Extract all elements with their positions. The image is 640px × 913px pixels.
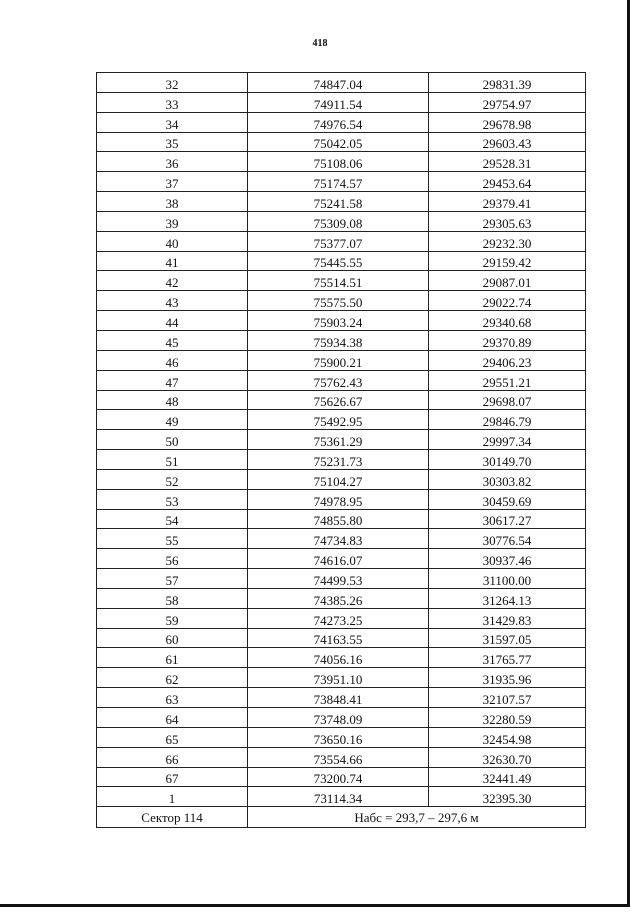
- point-number: 41: [97, 251, 248, 271]
- x-coordinate: 75174.57: [248, 172, 429, 192]
- x-coordinate: 75108.06: [248, 152, 429, 172]
- x-coordinate: 75934.38: [248, 330, 429, 350]
- point-number: 46: [97, 350, 248, 370]
- x-coordinate: 75231.73: [248, 450, 429, 470]
- point-number: 64: [97, 708, 248, 728]
- table-row: [97, 172, 586, 192]
- x-coordinate: 74163.55: [248, 628, 429, 648]
- table-row: [97, 747, 586, 767]
- table-row: [97, 450, 586, 470]
- point-number: 45: [97, 330, 248, 350]
- point-number: 47: [97, 370, 248, 390]
- x-coordinate: 74847.04: [248, 73, 429, 93]
- point-number: 32: [97, 73, 248, 93]
- table-row: [97, 509, 586, 529]
- point-number: 1: [97, 787, 248, 807]
- point-number: 55: [97, 529, 248, 549]
- y-coordinate: 32630.70: [429, 747, 586, 767]
- table-row: [97, 390, 586, 410]
- x-coordinate: 75762.43: [248, 370, 429, 390]
- point-number: 40: [97, 231, 248, 251]
- point-number: 43: [97, 291, 248, 311]
- point-number: 42: [97, 271, 248, 291]
- y-coordinate: 31429.83: [429, 608, 586, 628]
- y-coordinate: 29370.89: [429, 330, 586, 350]
- table-row: [97, 231, 586, 251]
- x-coordinate: 75626.67: [248, 390, 429, 410]
- x-coordinate: 75903.24: [248, 311, 429, 331]
- point-number: 39: [97, 211, 248, 231]
- point-number: 58: [97, 588, 248, 608]
- y-coordinate: 32107.57: [429, 688, 586, 708]
- x-coordinate: 74911.54: [248, 92, 429, 112]
- x-coordinate: 74855.80: [248, 509, 429, 529]
- y-coordinate: 32454.98: [429, 727, 586, 747]
- y-coordinate: 30303.82: [429, 469, 586, 489]
- y-coordinate: 29406.23: [429, 350, 586, 370]
- x-coordinate: 73951.10: [248, 668, 429, 688]
- x-coordinate: 74385.26: [248, 588, 429, 608]
- point-number: 56: [97, 549, 248, 569]
- table-row: [97, 192, 586, 212]
- table-row: [97, 489, 586, 509]
- table-row: [97, 330, 586, 350]
- x-coordinate: 75104.27: [248, 469, 429, 489]
- x-coordinate: 75445.55: [248, 251, 429, 271]
- y-coordinate: 29087.01: [429, 271, 586, 291]
- x-coordinate: 73650.16: [248, 727, 429, 747]
- table-row: [97, 370, 586, 390]
- x-coordinate: 73748.09: [248, 708, 429, 728]
- height-range: Набс = 293,7 – 297,6 м: [248, 807, 586, 828]
- x-coordinate: 73200.74: [248, 767, 429, 787]
- y-coordinate: 31100.00: [429, 569, 586, 589]
- point-number: 33: [97, 92, 248, 112]
- table-row: [97, 628, 586, 648]
- x-coordinate: 75377.07: [248, 231, 429, 251]
- table-row: [97, 708, 586, 728]
- y-coordinate: 32395.30: [429, 787, 586, 807]
- y-coordinate: 29603.43: [429, 132, 586, 152]
- x-coordinate: 73114.34: [248, 787, 429, 807]
- y-coordinate: 29831.39: [429, 73, 586, 93]
- y-coordinate: 29678.98: [429, 112, 586, 132]
- y-coordinate: 30776.54: [429, 529, 586, 549]
- y-coordinate: 29846.79: [429, 410, 586, 430]
- table-row: [97, 727, 586, 747]
- point-number: 62: [97, 668, 248, 688]
- table-row: [97, 112, 586, 132]
- y-coordinate: 29551.21: [429, 370, 586, 390]
- y-coordinate: 29453.64: [429, 172, 586, 192]
- x-coordinate: 75575.50: [248, 291, 429, 311]
- y-coordinate: 31765.77: [429, 648, 586, 668]
- table-row: [97, 92, 586, 112]
- point-number: 36: [97, 152, 248, 172]
- table-row: [97, 430, 586, 450]
- y-coordinate: 30459.69: [429, 489, 586, 509]
- table-row: [97, 608, 586, 628]
- table-row: [97, 668, 586, 688]
- table-row: [97, 787, 586, 807]
- table-row: [97, 569, 586, 589]
- table-row: [97, 688, 586, 708]
- y-coordinate: 29754.97: [429, 92, 586, 112]
- table-row: [97, 211, 586, 231]
- point-number: 44: [97, 311, 248, 331]
- point-number: 67: [97, 767, 248, 787]
- table-row: [97, 350, 586, 370]
- point-number: 60: [97, 628, 248, 648]
- point-number: 52: [97, 469, 248, 489]
- x-coordinate: 74616.07: [248, 549, 429, 569]
- table-row: [97, 152, 586, 172]
- x-coordinate: 75361.29: [248, 430, 429, 450]
- table-row: [97, 588, 586, 608]
- y-coordinate: 29022.74: [429, 291, 586, 311]
- y-coordinate: 31935.96: [429, 668, 586, 688]
- table-row: [97, 73, 586, 93]
- table-row: [97, 291, 586, 311]
- table-row: [97, 469, 586, 489]
- y-coordinate: 29379.41: [429, 192, 586, 212]
- point-number: 66: [97, 747, 248, 767]
- point-number: 34: [97, 112, 248, 132]
- coordinates-table: [96, 72, 586, 828]
- y-coordinate: 32280.59: [429, 708, 586, 728]
- y-coordinate: 29698.07: [429, 390, 586, 410]
- y-coordinate: 30617.27: [429, 509, 586, 529]
- y-coordinate: 29997.34: [429, 430, 586, 450]
- y-coordinate: 31264.13: [429, 588, 586, 608]
- point-number: 53: [97, 489, 248, 509]
- point-number: 48: [97, 390, 248, 410]
- y-coordinate: 29528.31: [429, 152, 586, 172]
- table-row: [97, 132, 586, 152]
- x-coordinate: 73848.41: [248, 688, 429, 708]
- sector-label: Сектор 114: [97, 807, 248, 828]
- point-number: 38: [97, 192, 248, 212]
- point-number: 63: [97, 688, 248, 708]
- point-number: 61: [97, 648, 248, 668]
- x-coordinate: 75492.95: [248, 410, 429, 430]
- y-coordinate: 29232.30: [429, 231, 586, 251]
- y-coordinate: 29159.42: [429, 251, 586, 271]
- table-row: [97, 549, 586, 569]
- table-row: [97, 410, 586, 430]
- coordinates-table-body: [97, 73, 586, 807]
- point-number: 59: [97, 608, 248, 628]
- y-coordinate: 29305.63: [429, 211, 586, 231]
- table-row: [97, 311, 586, 331]
- x-coordinate: 75241.58: [248, 192, 429, 212]
- x-coordinate: 74056.16: [248, 648, 429, 668]
- point-number: 50: [97, 430, 248, 450]
- x-coordinate: 74976.54: [248, 112, 429, 132]
- y-coordinate: 32441.49: [429, 767, 586, 787]
- point-number: 54: [97, 509, 248, 529]
- point-number: 37: [97, 172, 248, 192]
- point-number: 51: [97, 450, 248, 470]
- x-coordinate: 75900.21: [248, 350, 429, 370]
- x-coordinate: 75514.51: [248, 271, 429, 291]
- table-row: [97, 648, 586, 668]
- table-row: [97, 529, 586, 549]
- point-number: 49: [97, 410, 248, 430]
- y-coordinate: 29340.68: [429, 311, 586, 331]
- x-coordinate: 74734.83: [248, 529, 429, 549]
- page-number: 418: [312, 38, 328, 49]
- table-footer-row: [97, 807, 586, 828]
- table-row: [97, 271, 586, 291]
- y-coordinate: 30937.46: [429, 549, 586, 569]
- y-coordinate: 31597.05: [429, 628, 586, 648]
- x-coordinate: 74978.95: [248, 489, 429, 509]
- point-number: 57: [97, 569, 248, 589]
- point-number: 35: [97, 132, 248, 152]
- x-coordinate: 73554.66: [248, 747, 429, 767]
- y-coordinate: 30149.70: [429, 450, 586, 470]
- x-coordinate: 74273.25: [248, 608, 429, 628]
- x-coordinate: 75309.08: [248, 211, 429, 231]
- point-number: 65: [97, 727, 248, 747]
- x-coordinate: 74499.53: [248, 569, 429, 589]
- table-row: [97, 251, 586, 271]
- x-coordinate: 75042.05: [248, 132, 429, 152]
- table-row: [97, 767, 586, 787]
